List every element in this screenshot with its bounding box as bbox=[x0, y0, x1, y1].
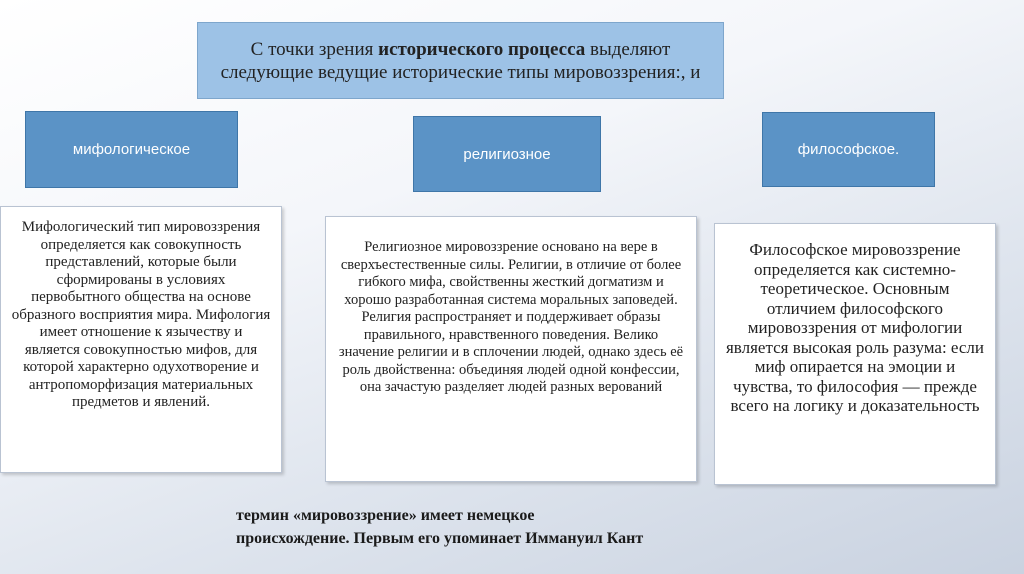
category-religious-label: религиозное bbox=[463, 145, 551, 163]
header-text-before: С точки зрения bbox=[250, 38, 379, 60]
footer-line-2: происхождение. Первым его упоминает Иммануил Кант bbox=[236, 530, 644, 547]
header-box bbox=[197, 22, 724, 99]
category-philosophical bbox=[762, 112, 935, 187]
header-text bbox=[212, 38, 709, 84]
description-mythological-text: Мифологический тип мировоззрения определяется как совокупность представлений, которые были сформированы в условиях первобытного общества на основе образного восприятия мира. Мифология имеет отношение к язычеству и является совокупностью мифов, для которой характерно одухотворение и антропоморфизация материальных предметов и явлений. bbox=[11, 219, 271, 410]
category-mythological-label: мифологическое bbox=[72, 141, 191, 158]
description-philosophical bbox=[714, 223, 996, 485]
category-philosophical-label: философское. bbox=[797, 141, 900, 158]
description-religious bbox=[325, 216, 697, 482]
category-mythological bbox=[25, 111, 238, 188]
description-religious-text: Религиозное мировоззрение основано на вере в сверхъестественные силы. Религии, в отличие от более гибкого мифа, свойственны жесткий догматизм и хорошо разработанная система моральных заповедей. Религия распространяет и поддерживает образы правильного, нравственного поведения. Велико значение религии и в сплочении людей, однако здесь её роль двойственна: объединяя людей одной конфессии, она зачастую разделяет людей разных верований bbox=[338, 239, 684, 395]
header-text-after: выделяют следующие ведущие исторические типы мировоззрения:, и bbox=[220, 38, 701, 83]
footer-line-1: термин «мировоззрение» имеет немецкое bbox=[236, 507, 535, 524]
category-religious bbox=[413, 116, 601, 192]
description-mythological bbox=[0, 206, 282, 473]
footer-note bbox=[236, 504, 796, 550]
description-philosophical-text: Философское мировоззрение определяется как системно-теоретическое. Основным отличием философского мировоззрения от мифологии является высокая роль разума: если миф опирается на эмоции и чувства, то философия — прежде всего на логику и доказательность bbox=[725, 240, 985, 415]
header-text-strong: исторического процесса bbox=[378, 38, 586, 60]
